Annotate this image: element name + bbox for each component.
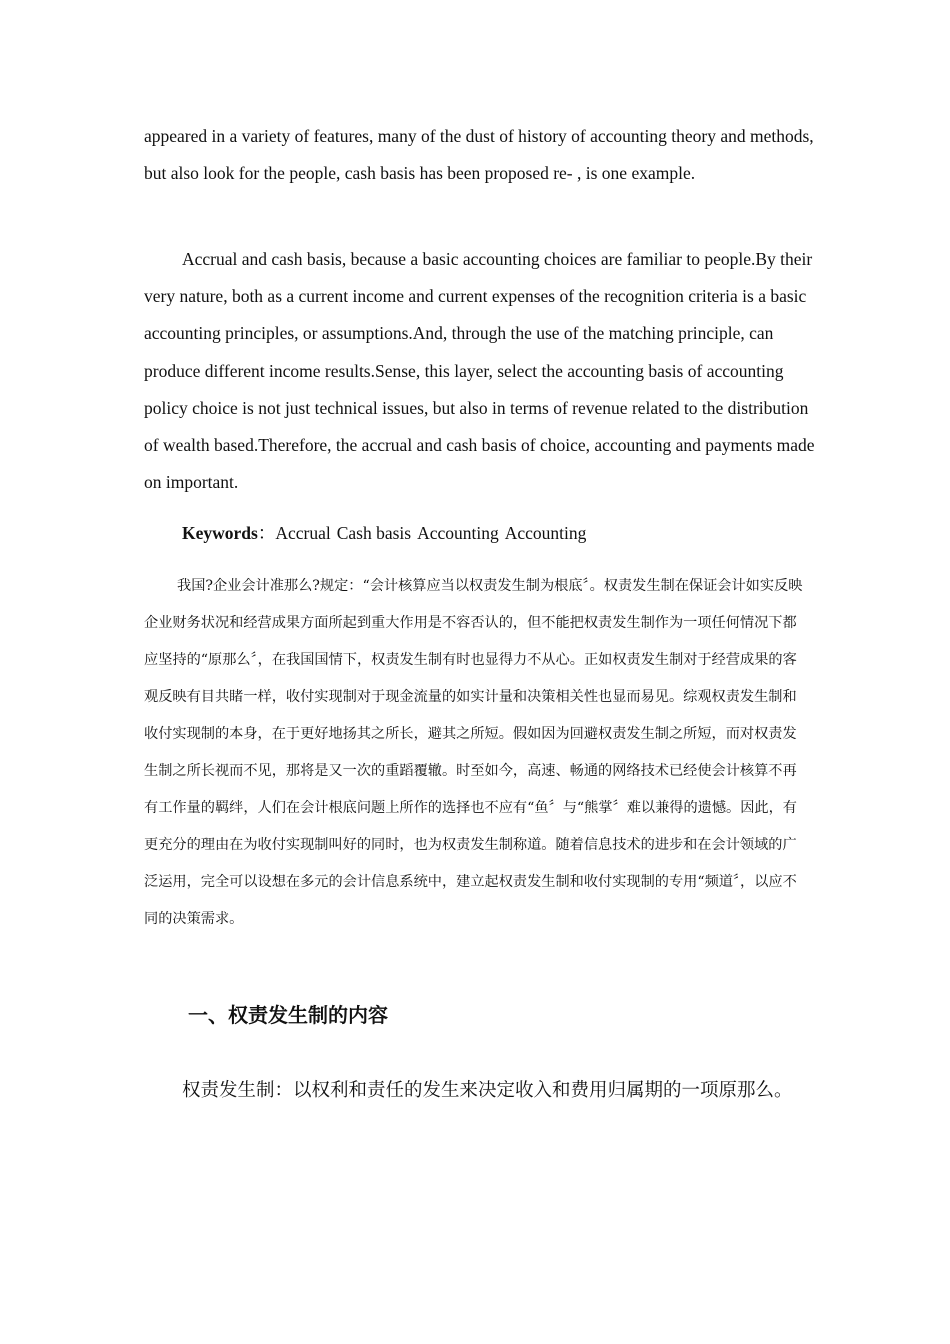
paragraph-text: 我国?企业会计准那么?规定：“会计核算应当以权责发生制为根底〞。权责发生制在保证会计如实反映企业财务状况和经营成果方面所起到重大作用是不容否认的，但不能把权责发生制作为一项任何情况下都应坚持的“原那么〞，在我国国情下，权责发生制有时也显得力不从心。正如权责发生制对于经营成果的客观反映有目共睹一样，收付实现制对于现金流量的如实计量和决策相关性也显而易见。综观权责发生制和收付实现制的本身，在于更好地扬其之所长，避其之所短。假如因为回避权责发生制之所短，而对权责发生制之所长视而不见，那将是又一次的重蹈覆辙。时至如今，高速、畅通的网络技术已经使会计核算不再有工作量的羁绊，人们在会计根底问题上所作的选择也不应有“鱼〞与“熊掌〞难以兼得的遗憾。因此，有更充分的理由在为收付实现制叫好的同时，也为权责发生制称道。随着信息技术的进步和在会计领域的广泛运用，完全可以设想在多元的会计信息系统中，建立起权责发生制和收付实现制的专用“频道〞，以应不同的决策需求。 [144, 578, 803, 927]
keyword-term: Accounting [417, 523, 499, 543]
paragraph-accrual-cash-basis [144, 241, 816, 501]
keywords-line [182, 516, 592, 550]
keyword-term: Cash basis [336, 523, 412, 543]
paragraph-accrual-definition: 权责发生制：以权利和责任的发生来决定收入和费用归属期的一项原那么。 [182, 1080, 793, 1101]
paragraph-text: Accrual and cash basis, because a basic accounting choices are familiar to people.By their very nature, both as a current income and current expenses of the recognition criteria is a basic accounting principles, or assumptions.And, through the use of the matching principle, can produce different income results.Sense, this layer, select the accounting basis of accounting policy choice is not just technical issues, but also in terms of revenue related to the distribution of wealth based.Therefore, the accrual and cash basis of choice, accounting and payments made on important. [144, 249, 815, 493]
keyword-term: Accounting [504, 523, 587, 543]
section-heading: 一、权责发生制的内容 [188, 1003, 388, 1027]
keywords-separator: ： [257, 523, 276, 543]
paragraph-intro-continuation: appeared in a variety of features, many of the dust of history of accounting theory and methods, but also look for the people, cash basis has been proposed re- , is one example. [144, 126, 814, 184]
paragraph-chinese-summary [144, 568, 810, 938]
keywords-label: Keywords [182, 523, 258, 543]
keyword-term: Accrual [275, 523, 331, 543]
